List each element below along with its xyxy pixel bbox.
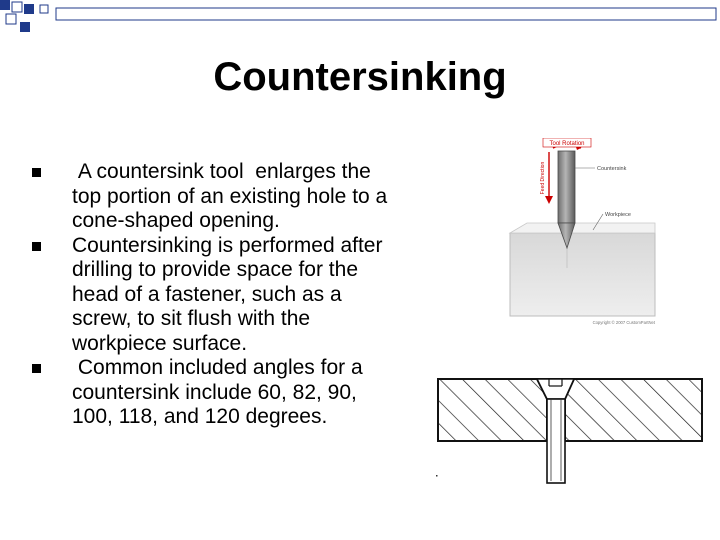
copyright-label: Copyright © 2007 CustomPartNet: [592, 320, 655, 325]
stray-dot: [436, 475, 438, 477]
bullet-item: [30, 234, 400, 357]
countersunk-joint-figure: [435, 375, 705, 487]
bullet-text: Countersinking is performed after drilling to provide space for the head of a fastener, such as a screw, to sit flush with the workpiece surface.: [72, 233, 383, 355]
bullet-square-icon: [32, 242, 41, 251]
bullet-item: [30, 160, 400, 234]
deco-square: [0, 0, 10, 10]
workpiece-top: [510, 223, 655, 233]
deco-square: [6, 14, 16, 24]
bullet-list: [30, 160, 400, 430]
deco-square: [24, 4, 34, 14]
bullet-text: Common included angles for a countersink include 60, 82, 90, 100, 118, and 120 degrees.: [72, 356, 369, 428]
deco-square: [12, 2, 22, 12]
workpiece-label: Workpiece: [605, 212, 631, 218]
rotation-label: Tool Rotation: [549, 141, 585, 147]
deco-square: [40, 5, 48, 13]
countersink-tool-figure: [505, 138, 660, 328]
bullet-text: A countersink tool enlarges the top portion of an existing hole to a cone-shaped opening.: [72, 160, 394, 232]
feed-label: Feed Direction: [540, 161, 546, 195]
corner-decoration: [0, 0, 720, 40]
tool-label: Countersink: [597, 166, 627, 172]
bullet-square-icon: [32, 364, 41, 373]
countersink-shank: [558, 151, 575, 223]
deco-square: [20, 22, 30, 32]
slide-title: Countersinking: [213, 55, 507, 99]
bullet-square-icon: [32, 168, 41, 177]
bullet-item: [30, 356, 400, 430]
screw-shank: [547, 399, 565, 483]
deco-bar: [56, 8, 716, 20]
workpiece-block: [510, 233, 655, 316]
